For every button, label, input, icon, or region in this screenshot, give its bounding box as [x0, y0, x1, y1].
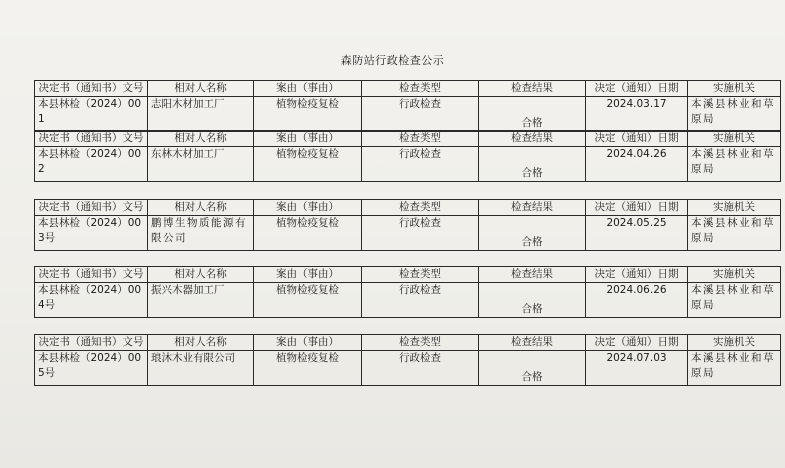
header-result: 检查结果	[479, 267, 586, 283]
cell-date: 2024.05.25	[586, 216, 688, 251]
header-type: 检查类型	[362, 335, 479, 351]
table-header-row	[35, 267, 781, 283]
cell-result	[479, 147, 586, 182]
cell-cause: 植物检疫复检	[254, 351, 362, 386]
cell-date: 2024.03.17	[586, 97, 688, 132]
cell-doc-no: 本县林检（2024）004号	[35, 283, 148, 318]
cell-party: 鹏博生物质能源有限公司	[148, 216, 254, 251]
cell-type: 行政检查	[362, 216, 479, 251]
cell-cause: 植物检疫复检	[254, 216, 362, 251]
page-title: 森防站行政检查公示	[340, 54, 445, 67]
header-result: 检查结果	[479, 335, 586, 351]
table-header-row	[35, 81, 781, 97]
header-doc-no: 决定书（通知书）文号	[35, 81, 148, 97]
cell-type: 行政检查	[362, 147, 479, 182]
record-table-4	[34, 266, 781, 318]
header-party: 相对人名称	[148, 267, 254, 283]
cell-agency: 本溪县林业和草原局	[688, 283, 781, 318]
cell-party: 振兴木器加工厂	[148, 283, 254, 318]
cell-party: 东林木材加工厂	[148, 147, 254, 182]
table-row	[35, 147, 781, 182]
cell-result	[479, 351, 586, 386]
record-table-3	[34, 199, 781, 251]
cell-doc-no: 本县林检（2024）002	[35, 147, 148, 182]
header-cause: 案由（事由）	[254, 335, 362, 351]
cell-doc-no: 本县林检（2024）001	[35, 97, 148, 132]
header-date: 决定（通知）日期	[586, 335, 688, 351]
header-result: 检查结果	[479, 200, 586, 216]
cell-agency: 本溪县林业和草原局	[688, 147, 781, 182]
table-row	[35, 351, 781, 386]
result-text: 合格	[521, 303, 543, 315]
header-cause: 案由（事由）	[254, 81, 362, 97]
table-header-row	[35, 335, 781, 351]
cell-agency: 本溪县林业和草原局	[688, 351, 781, 386]
cell-type: 行政检查	[362, 283, 479, 318]
header-cause: 案由（事由）	[254, 131, 362, 147]
cell-cause: 植物检疫复检	[254, 147, 362, 182]
result-text: 合格	[521, 117, 543, 129]
table-row	[35, 216, 781, 251]
result-text: 合格	[521, 236, 543, 248]
cell-date: 2024.04.26	[586, 147, 688, 182]
cell-agency: 本溪县林业和草原局	[688, 97, 781, 132]
cell-cause: 植物检疫复检	[254, 97, 362, 132]
cell-date: 2024.06.26	[586, 283, 688, 318]
header-agency: 实施机关	[688, 81, 781, 97]
header-date: 决定（通知）日期	[586, 267, 688, 283]
header-date: 决定（通知）日期	[586, 200, 688, 216]
cell-result	[479, 216, 586, 251]
header-date: 决定（通知）日期	[586, 131, 688, 147]
cell-result	[479, 97, 586, 132]
cell-result	[479, 283, 586, 318]
record-table-1	[34, 80, 781, 132]
cell-type: 行政检查	[362, 97, 479, 132]
cell-party: 志阳木材加工厂	[148, 97, 254, 132]
header-party: 相对人名称	[148, 335, 254, 351]
record-table-2	[34, 130, 781, 182]
cell-agency: 本溪县林业和草原局	[688, 216, 781, 251]
header-result: 检查结果	[479, 131, 586, 147]
header-agency: 实施机关	[688, 335, 781, 351]
table-row	[35, 283, 781, 318]
header-cause: 案由（事由）	[254, 200, 362, 216]
cell-type: 行政检查	[362, 351, 479, 386]
result-text: 合格	[521, 167, 543, 179]
header-agency: 实施机关	[688, 267, 781, 283]
cell-date: 2024.07.03	[586, 351, 688, 386]
header-party: 相对人名称	[148, 81, 254, 97]
header-doc-no: 决定书（通知书）文号	[35, 200, 148, 216]
header-agency: 实施机关	[688, 200, 781, 216]
header-cause: 案由（事由）	[254, 267, 362, 283]
result-text: 合格	[521, 371, 543, 383]
header-type: 检查类型	[362, 81, 479, 97]
header-agency: 实施机关	[688, 131, 781, 147]
header-type: 检查类型	[362, 131, 479, 147]
header-party: 相对人名称	[148, 131, 254, 147]
record-table-5	[34, 334, 781, 386]
header-type: 检查类型	[362, 267, 479, 283]
cell-doc-no: 本县林检（2024）003号	[35, 216, 148, 251]
header-doc-no: 决定书（通知书）文号	[35, 131, 148, 147]
header-party: 相对人名称	[148, 200, 254, 216]
cell-doc-no: 本县林检（2024）005号	[35, 351, 148, 386]
header-result: 检查结果	[479, 81, 586, 97]
header-doc-no: 决定书（通知书）文号	[35, 335, 148, 351]
cell-cause: 植物检疫复检	[254, 283, 362, 318]
cell-party: 琅沐木业有限公司	[148, 351, 254, 386]
table-row	[35, 97, 781, 132]
table-header-row	[35, 131, 781, 147]
header-type: 检查类型	[362, 200, 479, 216]
header-doc-no: 决定书（通知书）文号	[35, 267, 148, 283]
table-header-row	[35, 200, 781, 216]
header-date: 决定（通知）日期	[586, 81, 688, 97]
